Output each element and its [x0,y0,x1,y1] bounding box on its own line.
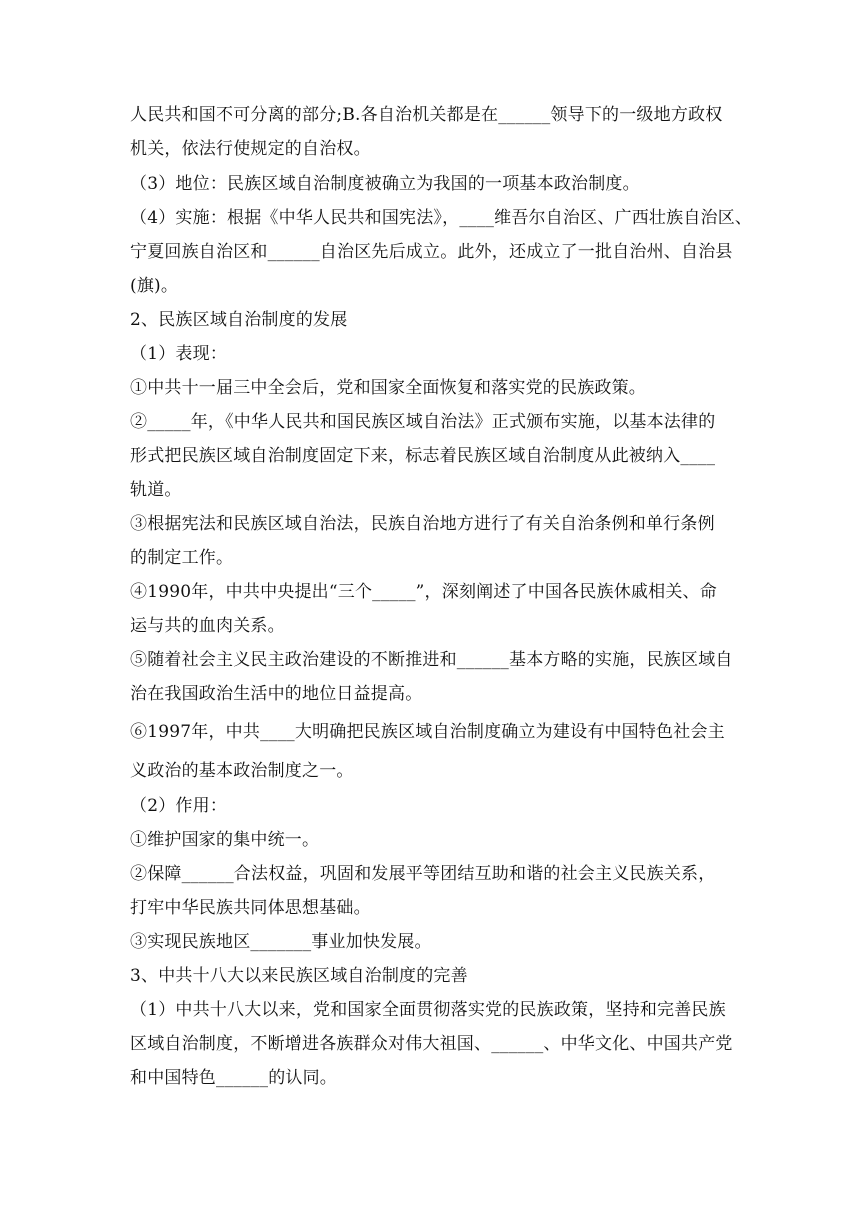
text-line: (旗)。 [130,276,179,296]
section-heading: 3、中共十八大以来民族区域自治制度的完善 [130,966,468,986]
text-line: 形式把民族区域自治制度固定下来，标志着民族区域自治制度从此被纳入____ [130,446,716,466]
text-line: 打牢中华民族共同体思想基础。 [130,898,371,918]
text-line: 的制定工作。 [130,548,234,568]
text-line: 轨道。 [130,480,182,500]
text-line: （1）中共十八大以来，党和国家全面贯彻落实党的民族政策，坚持和完善民族 [130,1000,726,1020]
list-item: ③实现民族地区_______事业加快发展。 [130,932,432,952]
list-item: ①中共十一届三中全会后，党和国家全面恢复和落实党的民族政策。 [130,378,646,398]
text-line: 义政治的基本政治制度之一。 [130,761,354,781]
text-line: 运与共的血肉关系。 [130,616,285,636]
subsection-heading: （1）表现： [130,344,228,364]
list-item: ④1990年，中共中央提出“三个_____”，深刻阐述了中国各民族休戚相关、命 [130,582,717,602]
list-item: ①维护国家的集中统一。 [130,830,320,850]
text-line: 和中国特色______的认同。 [130,1068,337,1088]
list-item: ③根据宪法和民族区域自治法，民族自治地方进行了有关自治条例和单行条例 [130,514,715,534]
text-line: （3）地位：民族区域自治制度被确立为我国的一项基本政治制度。 [130,174,640,194]
list-item: ⑥1997年，中共____大明确把民族区域自治制度确立为建设有中国特色社会主 [130,722,725,742]
text-line: 宁夏回族自治区和______自治区先后成立。此外，还成立了一批自治州、自治县 [130,242,733,262]
text-line: （4）实施：根据《中华人民共和国宪法》，____维吾尔自治区、广西壮族自治区、 [130,208,753,228]
text-line: 区域自治制度，不断增进各族群众对伟大祖国、______、中华文化、中国共产党 [130,1034,733,1054]
list-item: ②保障______合法权益，巩固和发展平等团结互助和谐的社会主义民族关系， [130,864,716,884]
section-heading: 2、民族区域自治制度的发展 [130,310,348,330]
text-line: 机关，依法行使规定的自治权。 [130,139,371,159]
subsection-heading: （2）作用： [130,796,228,816]
text-line: 人民共和国不可分离的部分;B.各自治机关都是在______领导下的一级地方政权 [130,105,723,125]
list-item: ②_____年，《中华人民共和国民族区域自治法》正式颁布实施，以基本法律的 [130,412,716,432]
text-line: 治在我国政治生活中的地位日益提高。 [130,684,423,704]
list-item: ⑤随着社会主义民主政治建设的不断推进和______基本方略的实施，民族区域自 [130,650,733,670]
